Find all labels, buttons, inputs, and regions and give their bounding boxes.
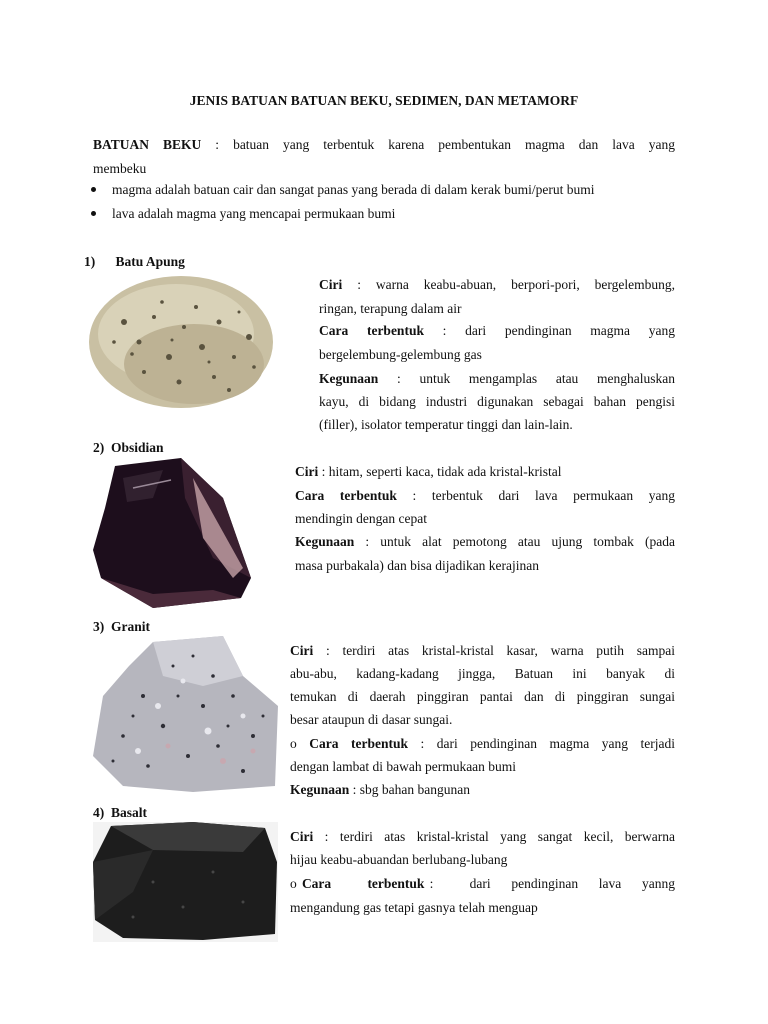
bullet-icon: [91, 211, 96, 216]
batu-apung-guna-line2: kayu, di bidang industri digunakan sebagai bahan pengisi: [319, 394, 675, 409]
guna-text: : sbg bahan bangunan: [349, 782, 471, 797]
ciri-label: Ciri: [290, 829, 314, 844]
cara-label: Cara terbentuk: [295, 488, 397, 503]
basalt-rock-image: [93, 822, 278, 942]
ciri-label: Ciri: [295, 464, 319, 479]
obsidian-guna-line2: masa purbakala) dan bisa dijadikan kerajinan: [295, 558, 540, 573]
guna-label: Kegunaan: [290, 782, 350, 797]
obsidian-rock-image: [93, 458, 253, 610]
ciri-text: : hitam, seperti kaca, tidak ada kristal-kristal: [318, 464, 562, 479]
basalt-cara-line1: [290, 875, 675, 893]
ciri-label: Ciri: [290, 643, 314, 658]
bullet-icon: [91, 187, 96, 192]
rock-heading-batu-apung: 1) Batu Apung: [84, 254, 185, 269]
intro-definition-line2: membeku: [93, 161, 147, 176]
guna-text: : untuk alat pemotong atau ujung tombak (pada: [354, 534, 675, 549]
batu-apung-guna-line3: (filler), isolator temperatur tinggi dan lain-lain.: [319, 417, 573, 432]
cara-label: Cara terbentuk: [309, 736, 409, 751]
intro-def-1: batuan yang terbentuk karena pembentukan magma dan lava yang: [233, 137, 675, 152]
intro-definition-line1: [93, 136, 675, 154]
guna-text: : untuk mengamplas atau menghaluskan: [378, 371, 675, 386]
granit-ciri-line4: besar ataupun di dasar sungai.: [290, 712, 453, 727]
rock-heading-granit: 3) Granit: [93, 619, 150, 634]
granit-ciri-line2: abu-abu, kadang-kadang jingga, Batuan ini banyak di: [290, 666, 675, 681]
ciri-text: : terdiri atas kristal-kristal kasar, warna putih sampai: [313, 643, 675, 658]
basalt-cara-line2: mengandung gas tetapi gasnya telah menguap: [290, 900, 538, 915]
basalt-ciri-line2: hijau keabu-abuandan berlubang-lubang: [290, 852, 508, 867]
granit-ciri-line1: [290, 642, 675, 660]
pumice-rock-image: [84, 272, 278, 418]
basalt-ciri-line1: [290, 828, 675, 846]
granit-cara-line2: dengan lambat di bawah permukaan bumi: [290, 759, 517, 774]
ciri-text: : warna keabu-abuan, berpori-pori, bergelembung,: [342, 277, 675, 292]
cara-prefix: o: [290, 876, 302, 891]
cara-text: : dari pendinginan magma yang: [423, 323, 676, 338]
rock-heading-obsidian: 2) Obsidian: [93, 440, 164, 455]
batu-apung-cara-line1: [319, 322, 675, 340]
ciri-text: : terdiri atas kristal-kristal yang sangat kecil, berwarna: [313, 829, 675, 844]
granit-cara-line1: [290, 735, 675, 753]
obsidian-cara-line1: [295, 487, 675, 505]
obsidian-ciri-line1: [295, 463, 562, 481]
batu-apung-guna-line1: [319, 370, 675, 388]
guna-label: Kegunaan: [319, 371, 379, 386]
rock-heading-basalt: 4) Basalt: [93, 805, 147, 820]
intro-bullet-1: magma adalah batuan cair dan sangat panas yang berada di dalam kerak bumi/perut bumi: [112, 182, 595, 197]
granite-rock-image: [93, 636, 278, 792]
intro-sep: :: [201, 137, 234, 152]
granit-ciri-line3: temukan di daerah pinggiran pantai dan di pinggiran sungai: [290, 689, 675, 704]
cara-text: : terbentuk dari lava permukaan yang: [396, 488, 675, 503]
batu-apung-ciri-line2: ringan, terapung dalam air: [319, 301, 462, 316]
batu-apung-cara-line2: bergelembung-gelembung gas: [319, 347, 482, 362]
cara-label: Cara terbentuk: [301, 876, 425, 891]
ciri-label: Ciri: [319, 277, 343, 292]
obsidian-cara-line2: mendingin dengan cepat: [295, 511, 427, 526]
guna-label: Kegunaan: [295, 534, 355, 549]
cara-text: : dari pendinginan magma yang terjadi: [408, 736, 675, 751]
obsidian-guna-line1: [295, 533, 675, 551]
intro-bullet-2: lava adalah magma yang mencapai permukaan bumi: [112, 206, 396, 221]
page-title: JENIS BATUAN BATUAN BEKU, SEDIMEN, DAN METAMORF: [189, 93, 579, 108]
cara-text: : dari pendinginan lava yanng: [424, 876, 676, 891]
batu-apung-ciri-line1: [319, 276, 675, 294]
intro-term: BATUAN BEKU: [93, 137, 202, 152]
cara-prefix: o: [290, 736, 310, 751]
cara-label: Cara terbentuk: [319, 323, 424, 338]
granit-guna-line1: [290, 781, 470, 799]
